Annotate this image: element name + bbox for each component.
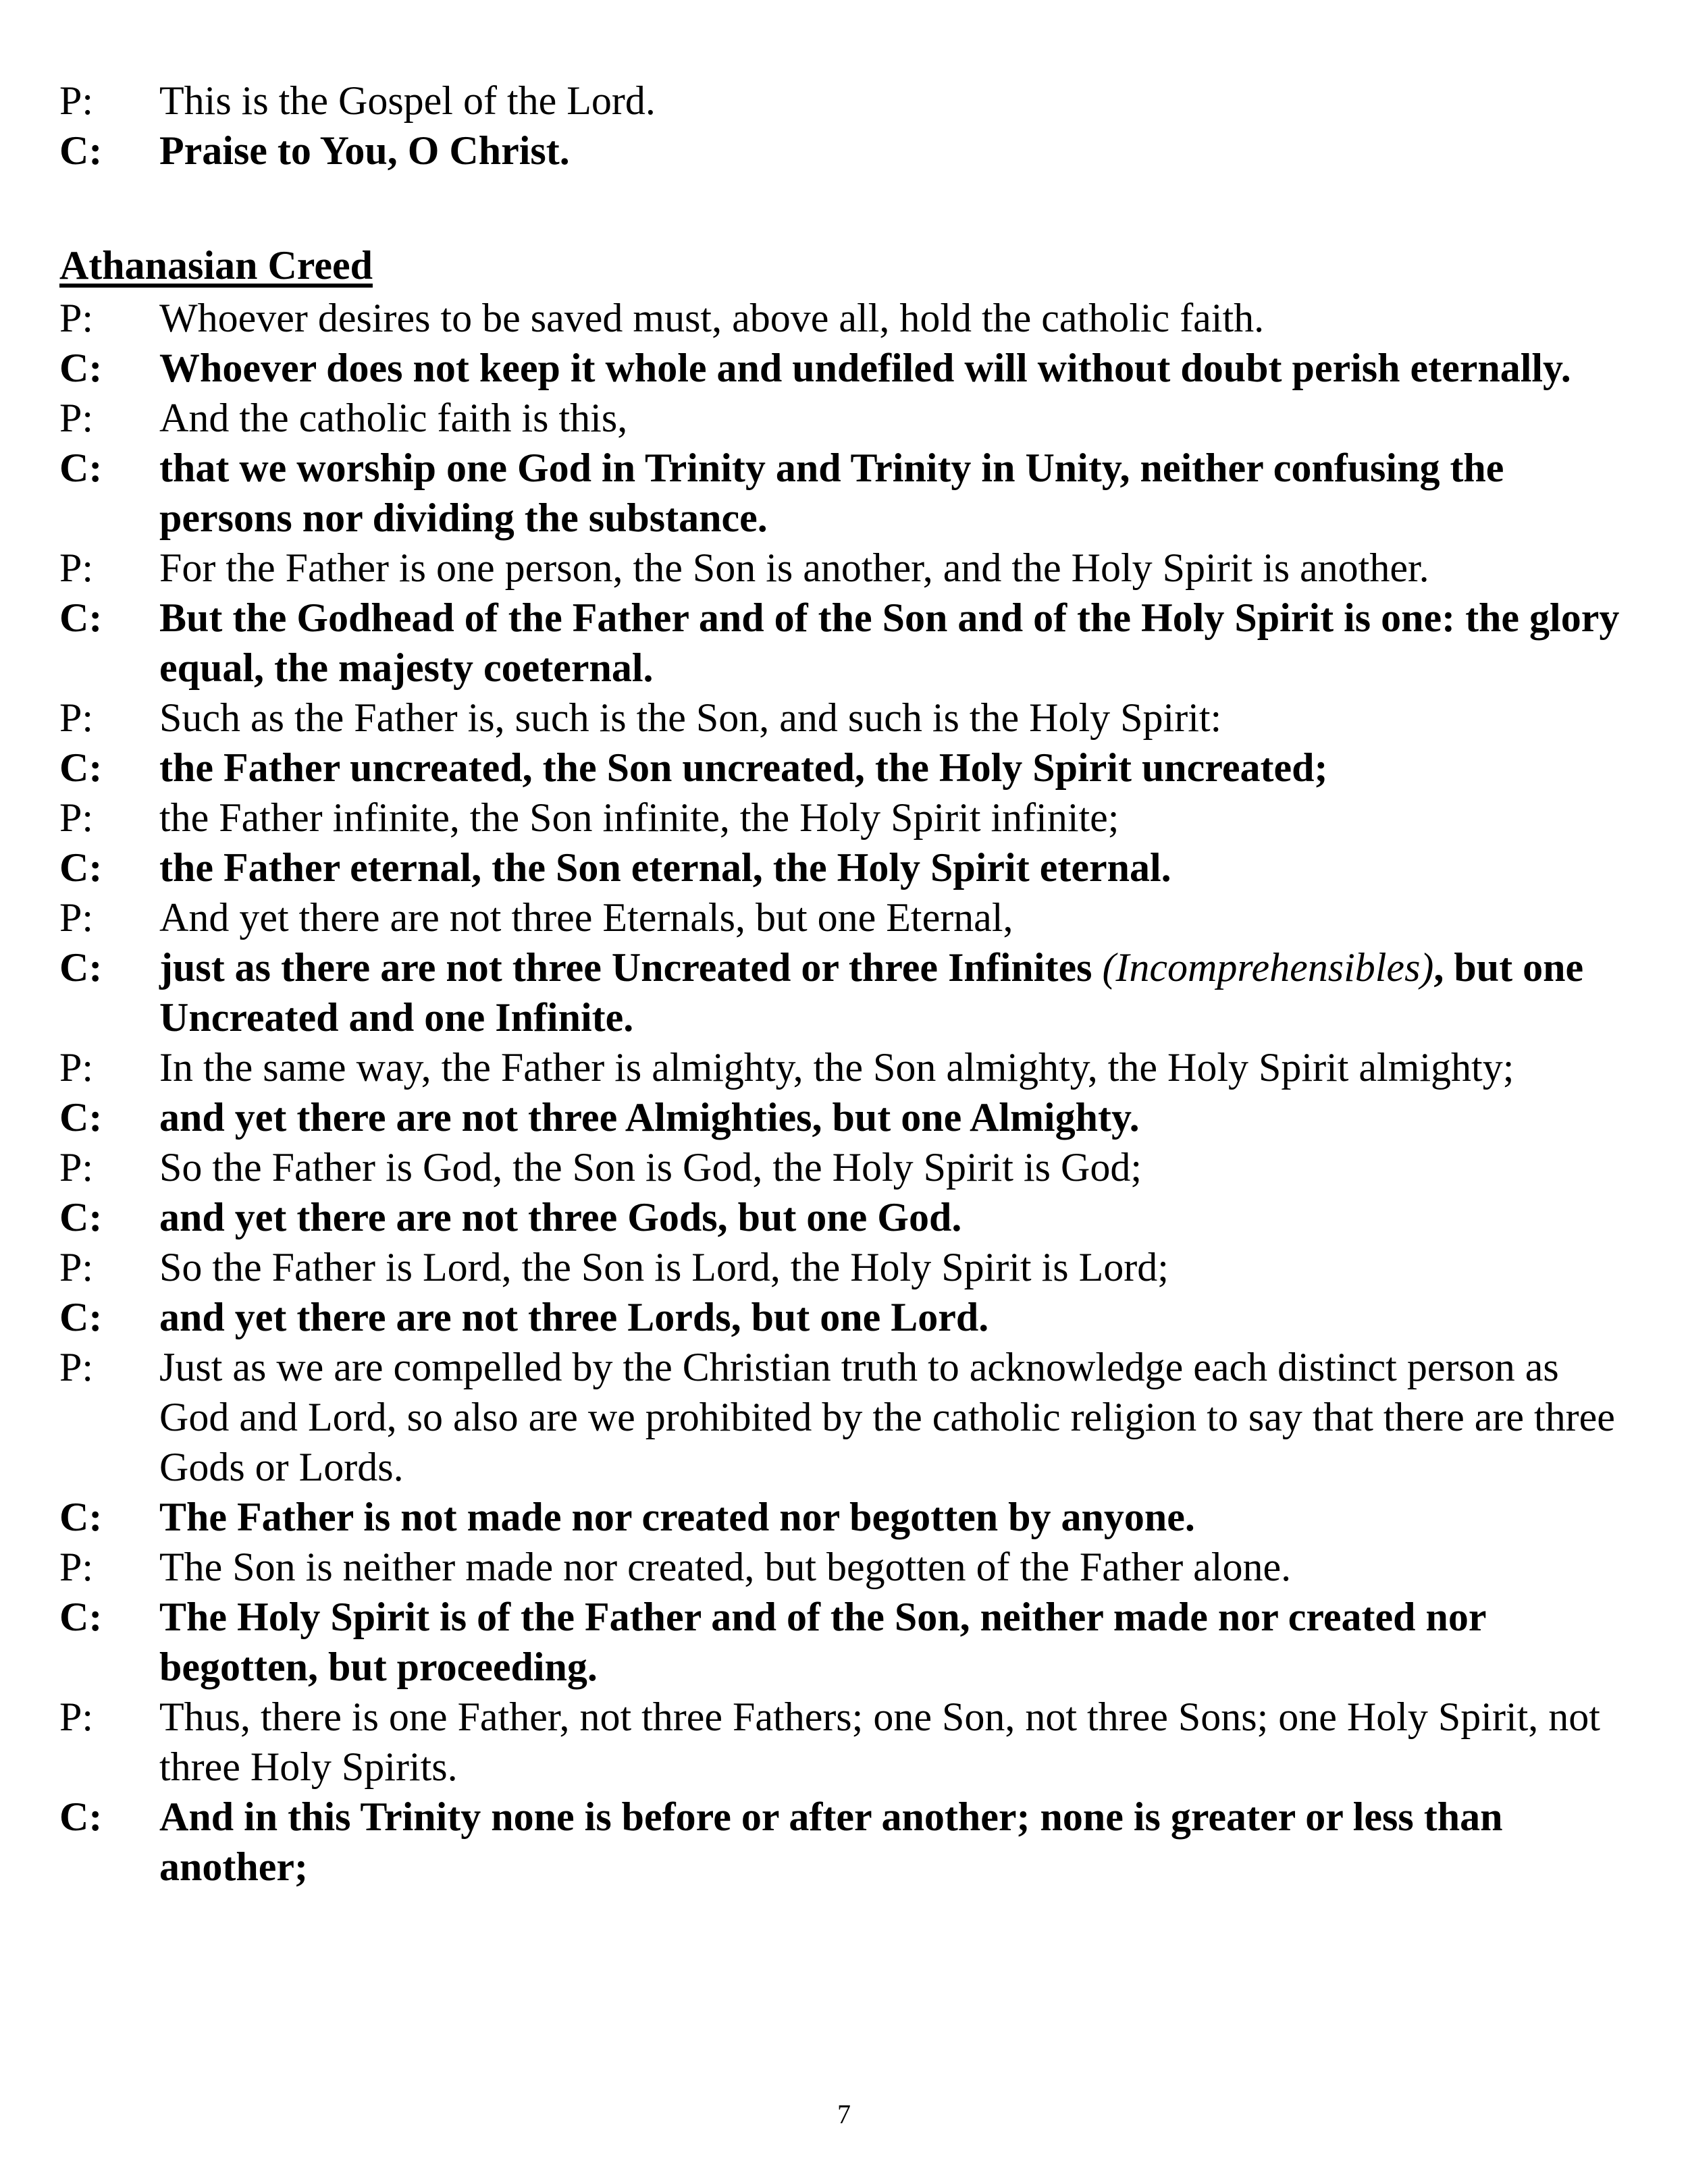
speaker-label: C:: [59, 745, 103, 790]
speaker-label: C:: [59, 945, 103, 990]
speaker-label: P:: [59, 695, 94, 740]
page-number: 7: [837, 2099, 851, 2129]
creed-line: [59, 1042, 1633, 1092]
creed-line: [59, 1492, 1633, 1542]
creed-line: [59, 693, 1633, 743]
creed-line: [59, 793, 1633, 843]
creed-line: [59, 1342, 1633, 1492]
speaker-label: P:: [59, 795, 94, 840]
speaker-label: C:: [59, 1095, 103, 1140]
speaker-label: C:: [59, 595, 103, 640]
speaker-label: C:: [59, 346, 103, 390]
speaker-label: P:: [59, 1545, 94, 1589]
speaker-label: P:: [59, 1145, 94, 1190]
line-text-part: just as there are not three Uncreated or three Infinites: [159, 945, 1103, 990]
line-text: So the Father is Lord, the Son is Lord, the Holy Spirit is Lord;: [159, 1245, 1169, 1289]
intro-line-1: [59, 76, 1633, 126]
line-text: the Father uncreated, the Son uncreated, the Holy Spirit uncreated;: [159, 745, 1328, 790]
line-text: Such as the Father is, such is the Son, and such is the Holy Spirit:: [159, 695, 1222, 740]
line-text: In the same way, the Father is almighty, the Son almighty, the Holy Spirit almighty;: [159, 1045, 1514, 1090]
creed-line: [59, 1792, 1633, 1892]
creed-list: [59, 293, 1633, 1892]
line-text: Whoever desires to be saved must, above all, hold the catholic faith.: [159, 296, 1265, 340]
line-text: and yet there are not three Gods, but one God.: [159, 1195, 962, 1240]
spacer: [59, 176, 1633, 240]
line-text: Just as we are compelled by the Christian truth to acknowledge each distinct person as God and Lord, so also are we prohibited by the catholic religion to say that there are three Gods or Lords.: [159, 1345, 1615, 1489]
creed-line: [59, 1142, 1633, 1192]
speaker-label: C:: [59, 1595, 103, 1639]
line-text: And the catholic faith is this,: [159, 396, 628, 440]
creed-line: [59, 1592, 1633, 1692]
creed-line: [59, 1192, 1633, 1242]
speaker-label: P:: [59, 1045, 94, 1090]
line-text: For the Father is one person, the Son is another, and the Holy Spirit is another.: [159, 545, 1429, 590]
creed-line: [59, 942, 1633, 1042]
speaker-label: P:: [59, 78, 94, 123]
line-text: and yet there are not three Lords, but one Lord.: [159, 1295, 989, 1339]
creed-line: [59, 743, 1633, 793]
speaker-label: P:: [59, 545, 94, 590]
line-text: The Father is not made nor created nor begotten by anyone.: [159, 1495, 1195, 1539]
section-title: Athanasian Creed: [59, 243, 373, 288]
line-text: Whoever does not keep it whole and undefiled will without doubt perish eternally.: [159, 346, 1571, 390]
speaker-label: C:: [59, 1195, 103, 1240]
line-text: the Father eternal, the Son eternal, the Holy Spirit eternal.: [159, 845, 1171, 890]
line-text: that we worship one God in Trinity and Trinity in Unity, neither confusing the persons nor dividing the substance.: [159, 446, 1504, 540]
line-text: [159, 942, 1633, 1042]
document-page: [59, 76, 1633, 1892]
speaker-label: C:: [59, 128, 103, 173]
line-text: And in this Trinity none is before or after another; none is greater or less than another;: [159, 1794, 1503, 1889]
speaker-label: C:: [59, 1295, 103, 1339]
line-text: But the Godhead of the Father and of the Son and of the Holy Spirit is one: the glory equal, the majesty coeternal.: [159, 595, 1620, 690]
speaker-label: P:: [59, 895, 94, 940]
line-text: And yet there are not three Eternals, but one Eternal,: [159, 895, 1013, 940]
creed-line: [59, 293, 1633, 343]
creed-line: [59, 393, 1633, 443]
speaker-label: P:: [59, 1695, 94, 1739]
creed-line: [59, 893, 1633, 942]
line-text: This is the Gospel of the Lord.: [159, 78, 656, 123]
speaker-label: C:: [59, 1495, 103, 1539]
italic-note: (Incomprehensibles): [1102, 945, 1434, 990]
speaker-label: P:: [59, 296, 94, 340]
creed-line: [59, 543, 1633, 593]
line-text: Thus, there is one Father, not three Fathers; one Son, not three Sons; one Holy Spirit, not three Holy Spirits.: [159, 1695, 1600, 1789]
creed-line: [59, 443, 1633, 543]
line-text: The Holy Spirit is of the Father and of the Son, neither made nor created nor begotten, but proceeding.: [159, 1595, 1486, 1689]
line-text: the Father infinite, the Son infinite, the Holy Spirit infinite;: [159, 795, 1119, 840]
creed-line: [59, 1542, 1633, 1592]
creed-line: [59, 1092, 1633, 1142]
speaker-label: C:: [59, 845, 103, 890]
creed-line: [59, 343, 1633, 393]
speaker-label: C:: [59, 1794, 103, 1839]
creed-line: [59, 1692, 1633, 1792]
creed-line: [59, 1242, 1633, 1292]
creed-line: [59, 843, 1633, 893]
creed-line: [59, 593, 1633, 693]
line-text: So the Father is God, the Son is God, the Holy Spirit is God;: [159, 1145, 1142, 1190]
speaker-label: P:: [59, 1345, 94, 1389]
speaker-label: P:: [59, 1245, 94, 1289]
intro-line-2: [59, 126, 1633, 176]
line-text: Praise to You, O Christ.: [159, 128, 570, 173]
line-text-part: , but one Uncreated and one Infinite.: [159, 945, 1584, 1040]
speaker-label: P:: [59, 396, 94, 440]
line-text: and yet there are not three Almighties, but one Almighty.: [159, 1095, 1140, 1140]
creed-line: [59, 1292, 1633, 1342]
line-text: The Son is neither made nor created, but begotten of the Father alone.: [159, 1545, 1292, 1589]
speaker-label: C:: [59, 446, 103, 490]
